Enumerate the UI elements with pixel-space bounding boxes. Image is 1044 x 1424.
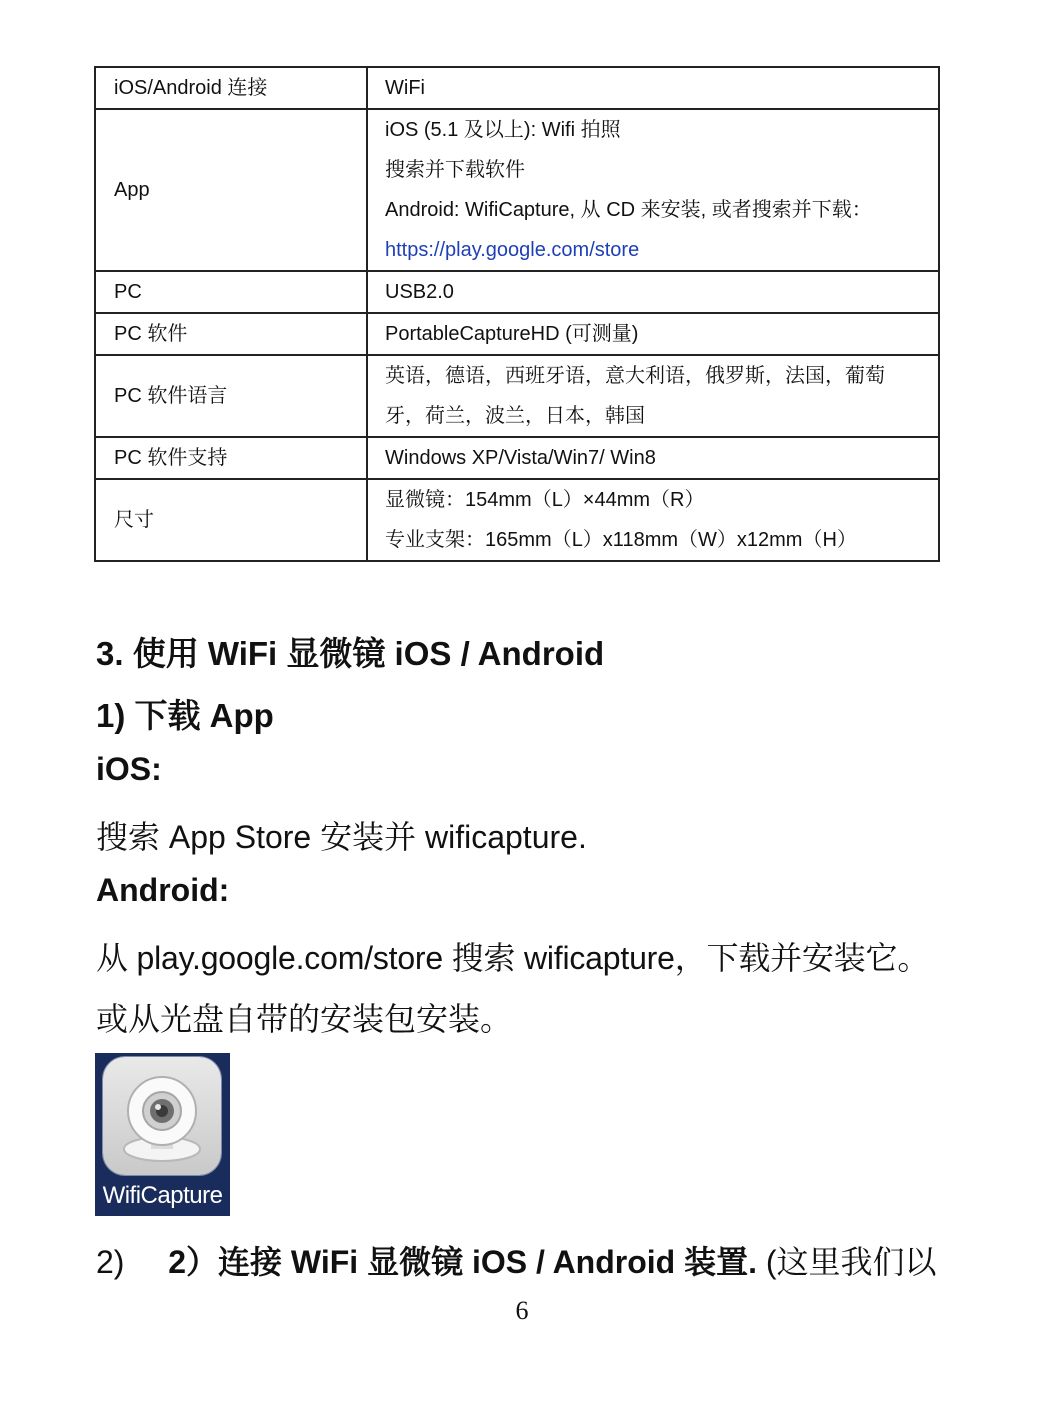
spec-value [367,271,939,313]
spec-value-line: Android: WifiCapture, 从 CD 来安装, 或者搜索并下载： [385,199,872,221]
step-2-title: 2）连接 WiFi 显微镜 iOS / Android 装置. [168,1244,757,1280]
spec-label: PC 软件 [95,313,367,355]
spec-value-line: 英语，德语，西班牙语，意大利语，俄罗斯，法国，葡萄 [385,365,885,387]
android-instructions-cont: 或从光盘自带的安装包安装。 [96,1001,513,1037]
spec-value-line: 搜索并下载软件 [385,159,525,181]
table-row [95,109,939,271]
table-row [95,67,939,109]
section-title: 3. 使用 WiFi 显微镜 iOS / Android [96,635,605,672]
spec-value [367,109,939,271]
ios-instructions: 搜索 App Store 安装并 wificapture. [96,819,587,855]
table-row [95,437,939,479]
step-2-number: 2) [96,1244,125,1280]
spec-label: 尺寸 [95,479,367,561]
step-1-heading: 1) 下载 App [96,697,274,734]
spec-value [367,67,939,109]
spec-value-line: iOS (5.1 及以上): Wifi 拍照 [385,119,621,141]
page-number: 6 [515,1296,529,1325]
spec-label: PC [95,271,367,313]
table-row [95,479,939,561]
google-play-link[interactable]: https://play.google.com/store [385,239,640,261]
spec-table [94,66,940,562]
spec-value [367,479,939,561]
spec-label: App [95,109,367,271]
spec-label: PC 软件语言 [95,355,367,437]
ios-heading: iOS: [96,751,162,787]
spec-value-line: 显微镜：154mm（L）×44mm（R） [385,489,705,511]
spec-value-line: Windows XP/Vista/Win7/ Win8 [385,447,656,469]
step-2-continuation: (这里我们以 [765,1244,937,1280]
spec-label: PC 软件支持 [95,437,367,479]
spec-value-line: 牙，荷兰，波兰，日本，韩国 [385,405,645,427]
webcam-icon [103,1057,221,1175]
spec-value [367,437,939,479]
spec-value [367,355,939,437]
table-row [95,313,939,355]
android-instructions: 从 play.google.com/store 搜索 wificapture，下载并安装它。 [96,940,930,976]
spec-value [367,313,939,355]
app-icon-label: WifiCapture [102,1182,223,1209]
step-2-heading [96,1237,937,1283]
spec-value-line: PortableCaptureHD (可测量) [385,323,639,345]
spec-value-line: USB2.0 [385,281,454,303]
spec-value-line: 专业支架：165mm（L）x118mm（W）x12mm（H） [385,529,857,551]
spec-label: iOS/Android 连接 [95,67,367,109]
wificapture-app-icon [95,1053,230,1216]
spec-value-line: WiFi [385,77,425,99]
table-row [95,355,939,437]
android-heading: Android: [96,872,230,908]
table-row [95,271,939,313]
